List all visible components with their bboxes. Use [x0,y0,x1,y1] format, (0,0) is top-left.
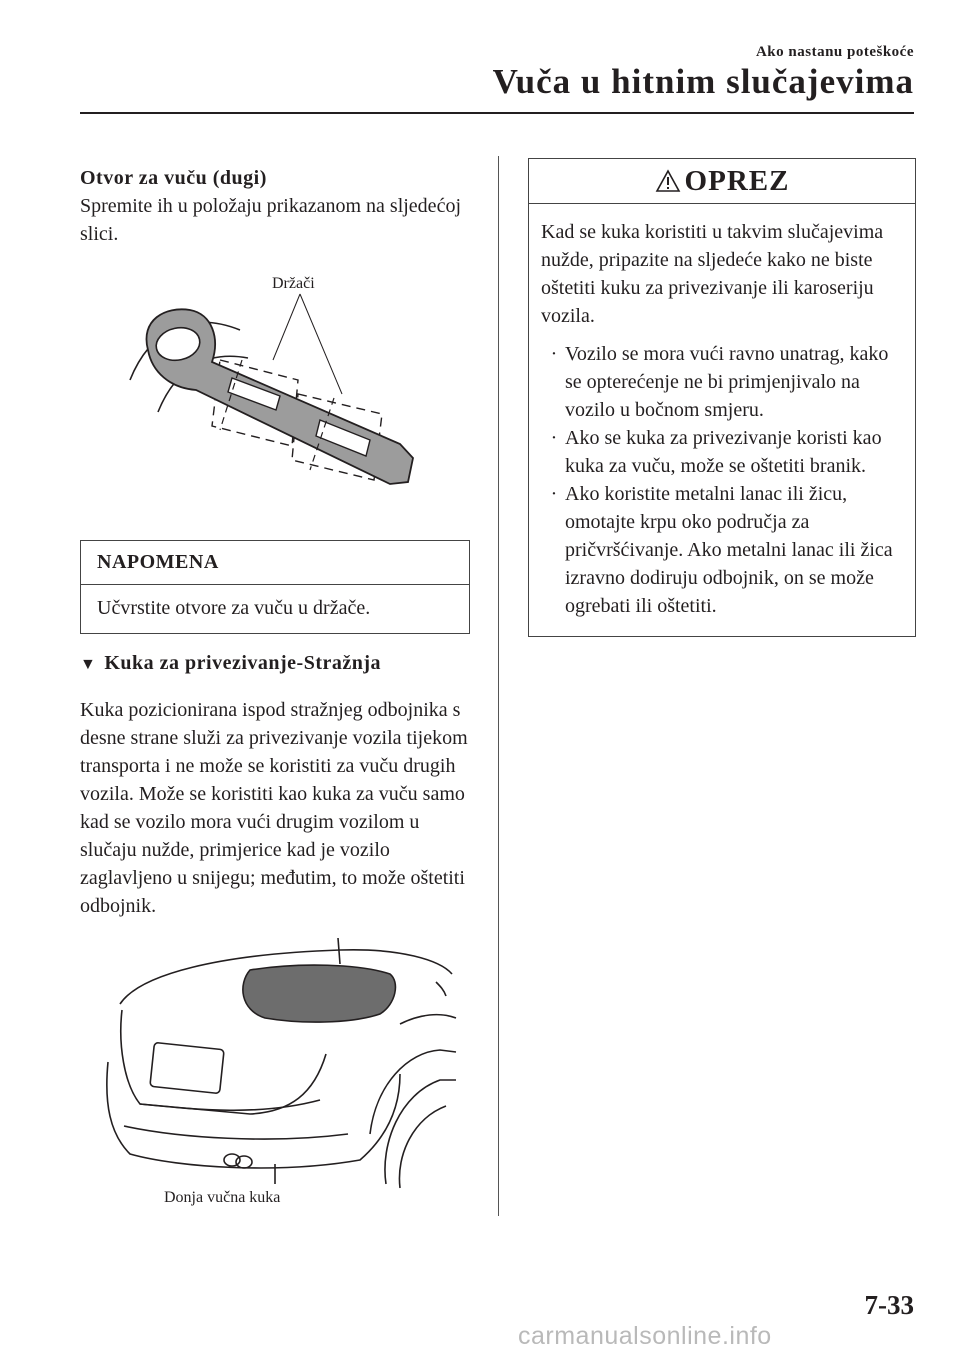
lower-tow-hook-label: Donja vučna kuka [164,1189,281,1206]
left-column-intro [80,164,480,248]
section-heading: Vuča u hitnim slučajevima [492,62,914,101]
caution-body [529,204,915,636]
bullet-dot: · [550,483,558,505]
warning-triangle-icon [655,169,681,193]
rear-hook-title: Kuka za privezivanje-Stražnja [104,652,382,674]
note-text: Učvrstite otvore za vuču u držače. [97,597,371,619]
tow-eye-title: Otvor za vuču (dugi) [80,167,267,189]
caution-bullet-text: Vozilo se mora vući ravno unatrag, kako se opterećenje ne bi primjenjivalo na vozilo u bočnom smjeru. [565,343,889,421]
holders-label: Držači [272,275,315,292]
tow-eye-text: Spremite ih u položaju prikazanom na sljedećoj slici. [80,195,461,245]
note-box [80,540,470,634]
rear-hook-text: Kuka pozicionirana ispod stražnjeg odbojnika s desne strane služi za privezivanje vozila tijekom transporta i ne može se koristiti za vuču drugih vozila. Može se koristiti kao kuka za vuču samo kad se vozilo mora vući drugim vozilom u slučaju nužde, primjerice kad je vozilo zaglavljeno u snijegu; međutim, to može oštetiti odbojnik. [80,699,468,917]
rear-hook-heading [80,652,381,675]
tow-eye-illustration [120,270,440,510]
caution-bullet [543,424,903,480]
tow-eye-figure [120,270,440,510]
footer-watermark: carmanualsonline.info [518,1322,772,1350]
page-number: 7-33 [864,1290,914,1320]
header-rule [80,112,914,114]
note-title: NAPOMENA [81,541,469,585]
caution-header [529,159,915,204]
section-triangle-icon: ▼ [80,656,97,673]
caution-intro: Kad se kuka koristiti u takvim slučajevima nužde, pripazite na sljedeće kako ne biste oštetiti kuku za privezivanje ili karoseriju vozila. [541,221,884,327]
bullet-dot: · [550,427,558,449]
caution-box [528,158,916,637]
rear-hook-text-block [80,696,480,920]
right-column [528,158,914,637]
caution-title: OPREZ [684,164,790,197]
caution-bullet [543,340,903,424]
caution-bullet-text: Ako se kuka za privezivanje koristi kao kuka za vuču, može se oštetiti branik. [565,427,882,477]
rear-car-figure [100,934,460,1210]
caution-bullet-text: Ako koristite metalni lanac ili žicu, omotajte krpu oko područja za pričvršćivanje. Ako metalni lanac ili žica izravno dodiruju odbojnik, on se može ogrebati ili oštetiti. [565,483,893,617]
column-divider [498,156,499,1216]
chapter-title: Ako nastanu poteškoće [755,44,914,60]
caution-bullet [543,480,903,620]
bullet-dot: · [550,343,558,365]
rear-car-illustration [100,934,460,1210]
